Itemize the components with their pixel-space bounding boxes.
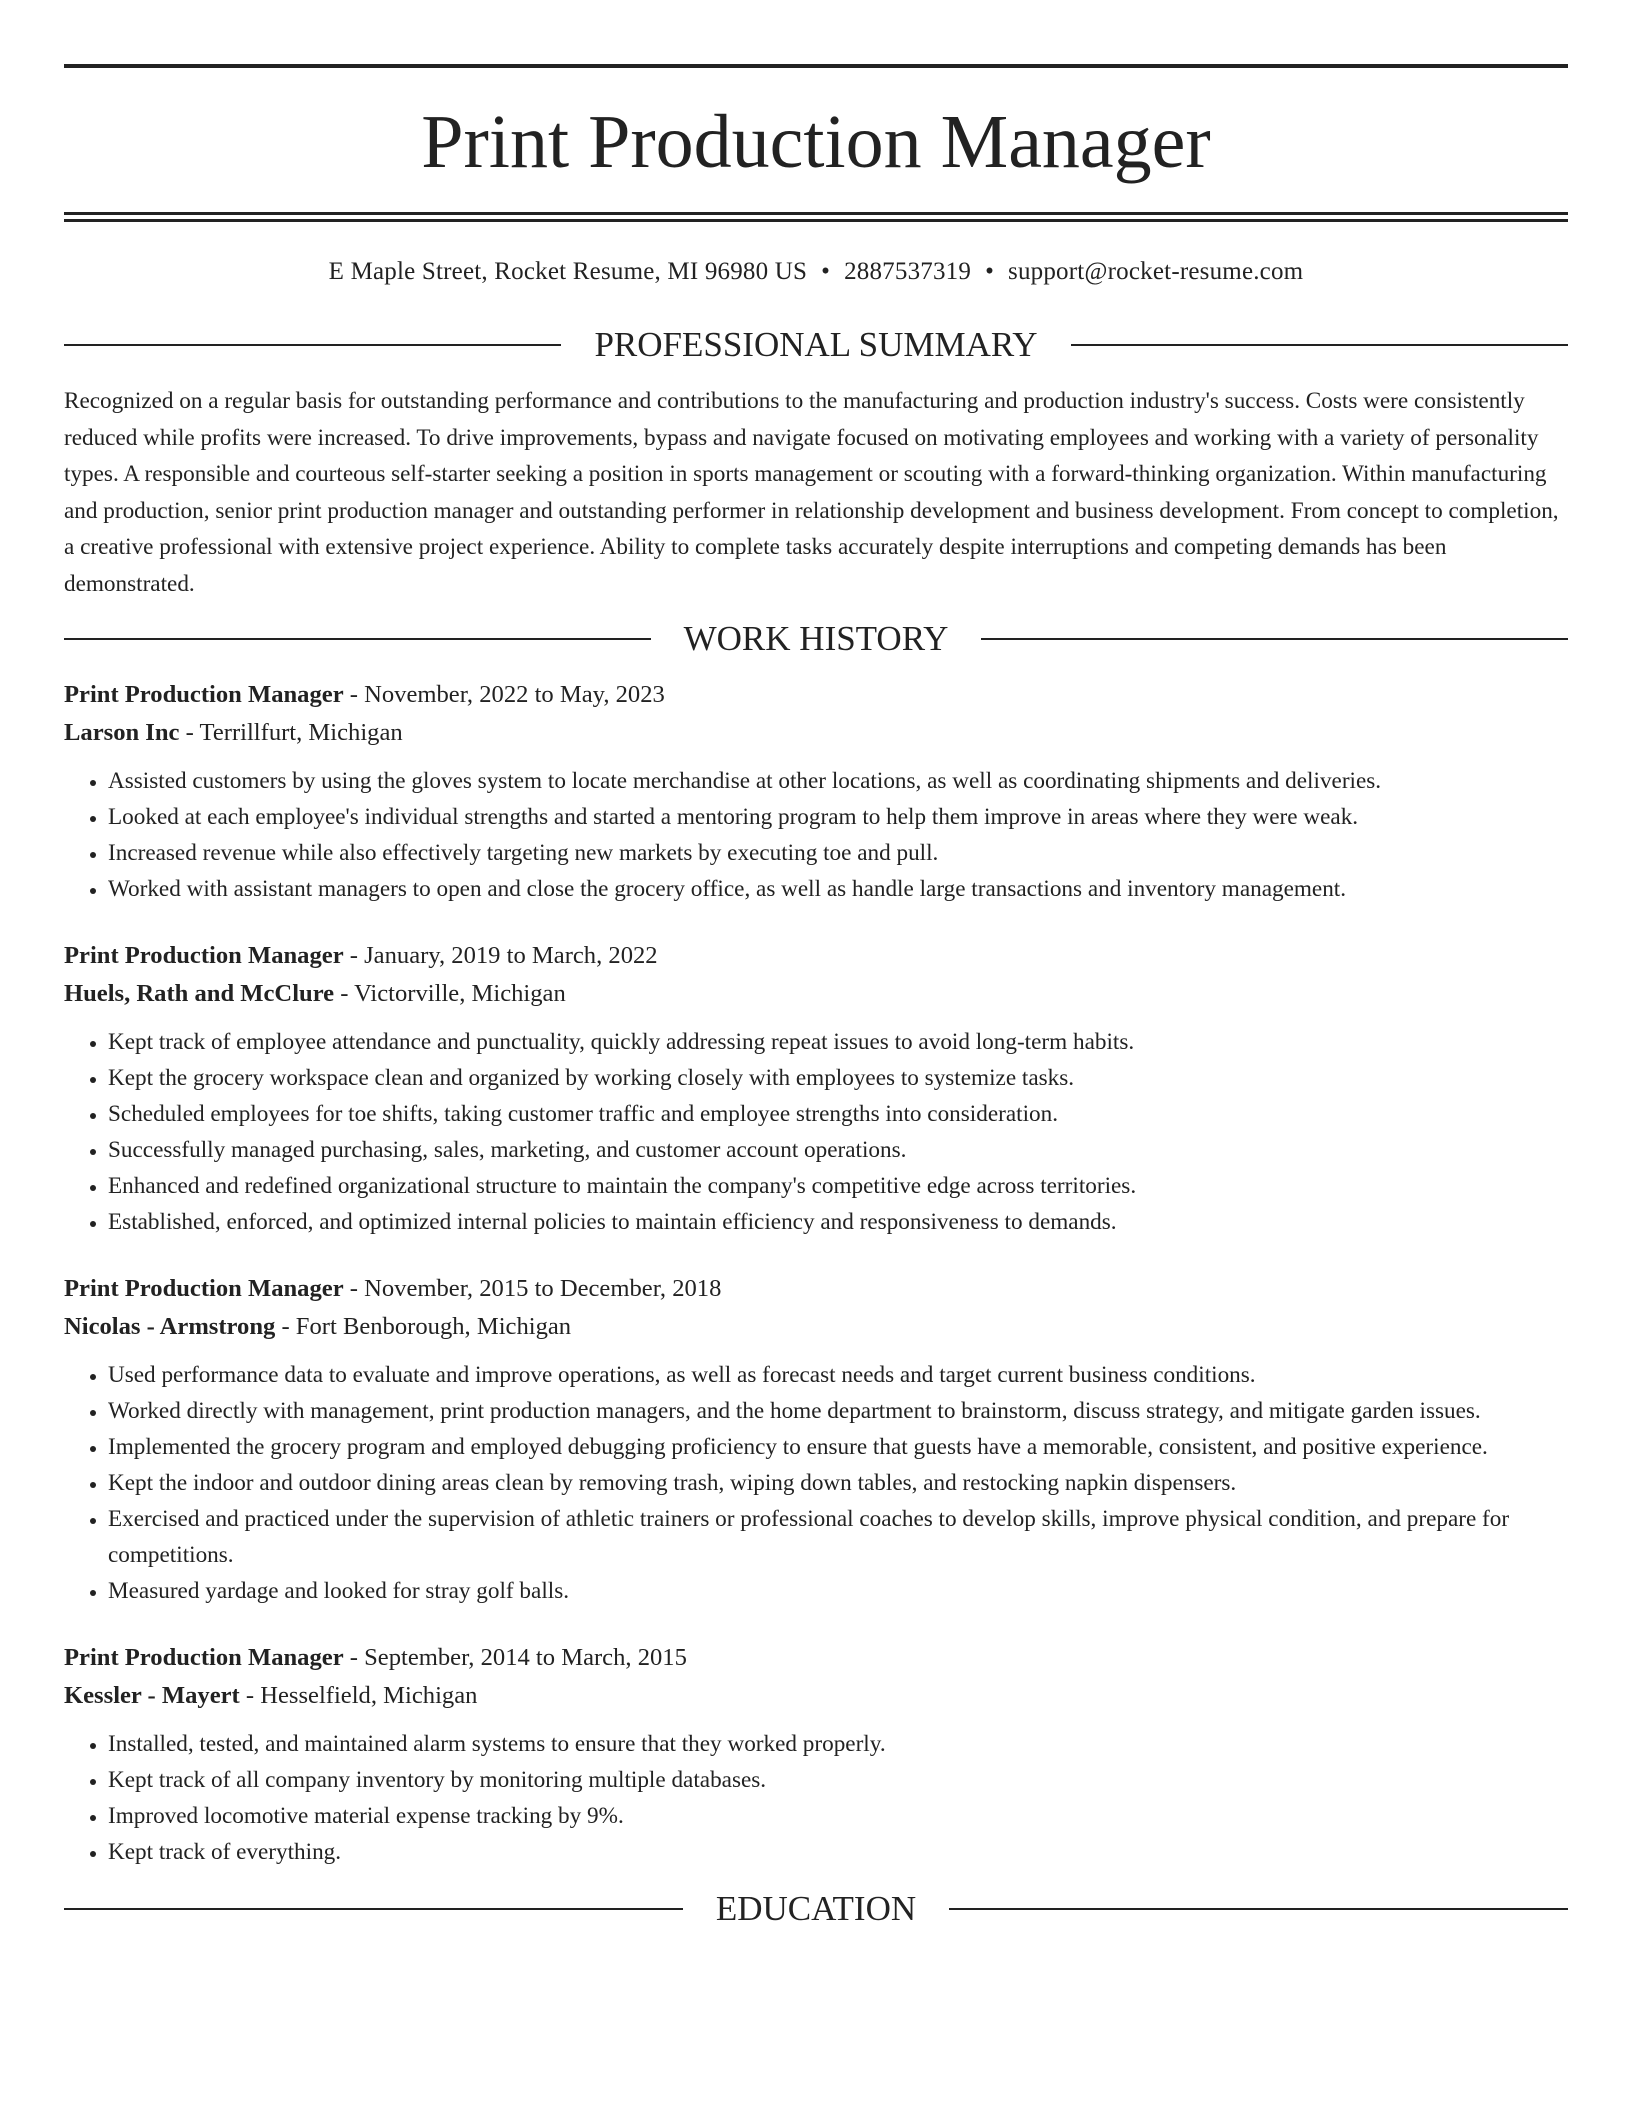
job-bullet: • Increased revenue while also effectively targeting new markets by executing toe and pull. [108, 835, 1568, 871]
job-entry [64, 1639, 1568, 1870]
job-dates: - September, 2014 to March, 2015 [343, 1644, 687, 1671]
summary-section-heading [64, 324, 1568, 366]
job-bullet: • Worked with assistant managers to open and close the grocery office, as well as handle large transactions and inventory management. [108, 871, 1568, 907]
job-bullets [64, 1726, 1568, 1870]
job-title: Print Production Manager [64, 681, 344, 708]
job-title: Print Production Manager [64, 942, 344, 969]
job-bullet: • Enhanced and redefined organizational structure to maintain the company's competitive edge across territories. [108, 1168, 1568, 1204]
job-entry [64, 1270, 1568, 1609]
page-title: Print Production Manager [421, 100, 1211, 184]
job-title-line [64, 1270, 1568, 1308]
heading-rule-right [949, 1908, 1568, 1910]
job-company: Larson Inc [64, 719, 180, 746]
contact-separator: • [985, 258, 995, 285]
job-bullet: • Kept track of employee attendance and punctuality, quickly addressing repeat issues to avoid long-term habits. [108, 1024, 1568, 1060]
job-bullet: • Established, enforced, and optimized internal policies to maintain efficiency and responsiveness to demands. [108, 1204, 1568, 1240]
job-title-line [64, 1639, 1568, 1677]
job-company-line [64, 975, 1568, 1013]
contact-line [64, 258, 1568, 286]
job-title: Print Production Manager [64, 1275, 344, 1302]
job-company: Huels, Rath and McClure [64, 980, 335, 1007]
job-company: Nicolas - Armstrong [64, 1313, 276, 1340]
job-location: - Fort Benborough, Michigan [275, 1313, 572, 1340]
job-title-line [64, 676, 1568, 714]
top-rule [64, 64, 1568, 68]
job-bullet: • Successfully managed purchasing, sales, marketing, and customer account operations. [108, 1132, 1568, 1168]
job-bullet: • Worked directly with management, print production managers, and the home department to brainstorm, discuss strategy, and mitigate garden issues. [108, 1393, 1568, 1429]
heading-rule-left [64, 638, 651, 640]
job-bullets [64, 1357, 1568, 1609]
heading-rule-left [64, 344, 561, 346]
work-history-section-heading [64, 618, 1568, 660]
contact-phone: 2887537319 [844, 258, 972, 285]
job-bullet: • Installed, tested, and maintained alarm systems to ensure that they worked properly. [108, 1726, 1568, 1762]
job-title-line [64, 937, 1568, 975]
job-company: Kessler - Mayert [64, 1682, 240, 1709]
contact-email: support@rocket-resume.com [1008, 258, 1304, 285]
job-dates: - January, 2019 to March, 2022 [343, 942, 658, 969]
job-bullet: • Exercised and practiced under the supervision of athletic trainers or professional coaches to develop skills, improve physical condition, and prepare for competitions. [108, 1501, 1568, 1573]
job-entry [64, 937, 1568, 1240]
job-bullet: • Used performance data to evaluate and improve operations, as well as forecast needs and target current business conditions. [108, 1357, 1568, 1393]
education-heading-label: EDUCATION [715, 1889, 917, 1928]
contact-address: E Maple Street, Rocket Resume, MI 96980 US [328, 258, 808, 285]
job-bullet: • Assisted customers by using the gloves system to locate merchandise at other locations, as well as coordinating shipments and deliveries. [108, 763, 1568, 799]
heading-rule-left [64, 1908, 683, 1910]
job-company-line [64, 714, 1568, 752]
job-location: - Victorville, Michigan [334, 980, 566, 1007]
education-section-heading [64, 1888, 1568, 1930]
title-double-rule [64, 212, 1568, 222]
job-bullets [64, 763, 1568, 907]
heading-rule-right [1071, 344, 1568, 346]
job-title: Print Production Manager [64, 1644, 344, 1671]
job-company-line [64, 1677, 1568, 1715]
job-dates: - November, 2015 to December, 2018 [343, 1275, 722, 1302]
job-entry [64, 676, 1568, 907]
job-bullets [64, 1024, 1568, 1240]
job-bullet: • Implemented the grocery program and employed debugging proficiency to ensure that guests have a memorable, consistent, and positive experience. [108, 1429, 1568, 1465]
job-bullet: • Scheduled employees for toe shifts, taking customer traffic and employee strengths into consideration. [108, 1096, 1568, 1132]
job-dates: - November, 2022 to May, 2023 [343, 681, 665, 708]
job-bullet: • Kept the grocery workspace clean and organized by working closely with employees to systemize tasks. [108, 1060, 1568, 1096]
job-location: - Hesselfield, Michigan [239, 1682, 478, 1709]
job-bullet: • Kept track of everything. [108, 1834, 1568, 1870]
job-location: - Terrillfurt, Michigan [179, 719, 403, 746]
professional-summary-text: Recognized on a regular basis for outstanding performance and contributions to the manufacturing and production industry's success. Costs were consistently reduced while profits were increased. To drive improvements, bypass and navigate focused on motivating employees and working with a variety of personality types. A responsible and courteous self-starter seeking a position in sports management or scouting with a forward-thinking organization. Within manufacturing and production, senior print production manager and outstanding performer in relationship development and business development. From concept to completion, a creative professional with extensive project experience. Ability to complete tasks accurately despite interruptions and competing demands has been demonstrated. [64, 388, 1559, 597]
work-history-heading-label: WORK HISTORY [683, 619, 949, 658]
job-bullet: • Looked at each employee's individual strengths and started a mentoring program to help them improve in areas where they were weak. [108, 799, 1568, 835]
job-bullet: • Kept the indoor and outdoor dining areas clean by removing trash, wiping down tables, and restocking napkin dispensers. [108, 1465, 1568, 1501]
job-company-line [64, 1308, 1568, 1346]
job-bullet: • Kept track of all company inventory by monitoring multiple databases. [108, 1762, 1568, 1798]
job-bullet: • Measured yardage and looked for stray golf balls. [108, 1573, 1568, 1609]
contact-separator: • [821, 258, 831, 285]
job-bullet: • Improved locomotive material expense tracking by 9%. [108, 1798, 1568, 1834]
summary-heading-label: PROFESSIONAL SUMMARY [594, 325, 1038, 364]
heading-rule-right [981, 638, 1568, 640]
